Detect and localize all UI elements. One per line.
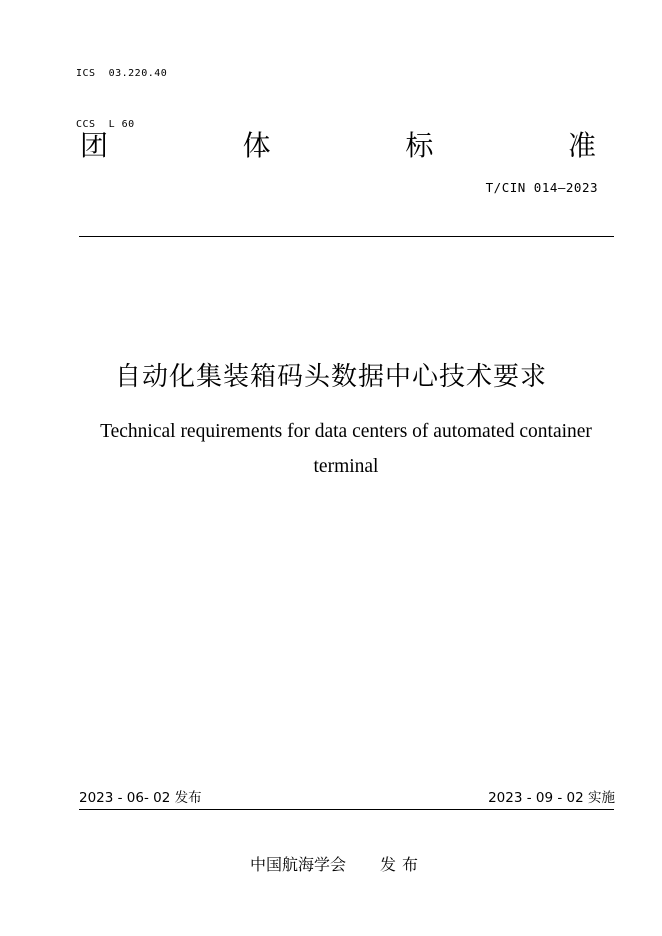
bottom-divider — [79, 809, 614, 810]
standard-type-char: 准 — [567, 129, 596, 162]
standard-type-heading — [80, 128, 596, 164]
publisher-action: 发布 — [380, 855, 425, 874]
top-divider — [79, 236, 614, 237]
implementation-date: 2023 - 09 - 02 实施 — [488, 790, 615, 806]
title-english: Technical requirements for data centers of automated container terminal — [100, 421, 592, 477]
publisher-name: 中国航海学会 — [250, 855, 347, 874]
issue-date: 2023 - 06- 02 发布 — [79, 790, 202, 806]
ics-code: ICS 03.220.40 — [76, 68, 168, 79]
standard-number: T/CIN 014—2023 — [485, 180, 598, 195]
standard-type-char: 体 — [242, 129, 271, 162]
title-chinese: 自动化集装箱码头数据中心技术要求 — [114, 362, 547, 392]
ccs-code: CCS L 60 — [76, 119, 135, 130]
standard-type-char: 团 — [80, 129, 109, 162]
publisher — [250, 855, 424, 875]
standard-type-char: 标 — [405, 129, 434, 162]
